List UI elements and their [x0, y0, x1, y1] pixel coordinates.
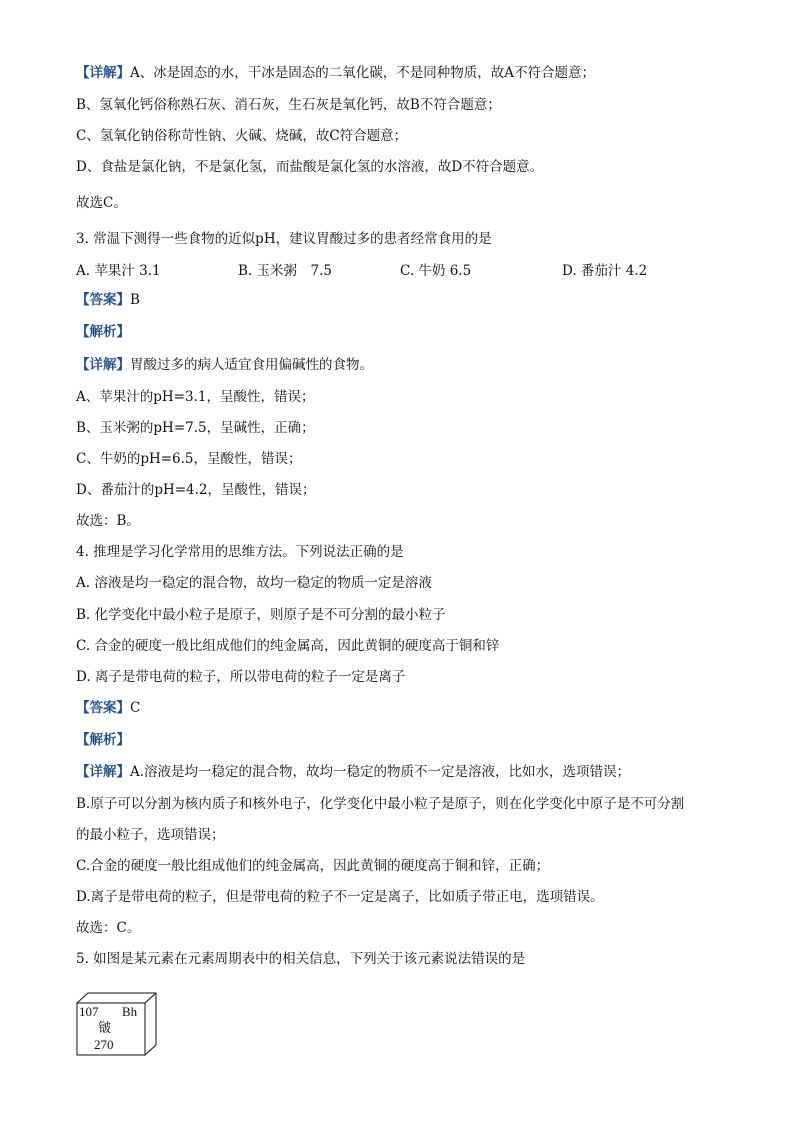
question-3-stem: 3. 常温下测得一些食物的近似pH，建议胃酸过多的患者经常食用的是	[76, 231, 492, 247]
text-line: B、玉米粥的pH=7.5，呈碱性，正确；	[76, 420, 315, 436]
text-line: B.原子可以分割为核内质子和核外电子，化学变化中最小粒子是原子，则在化学变化中原子是不可分割	[76, 796, 685, 812]
text-line: A、苹果汁的pH=3.1，呈酸性，错误；	[76, 389, 315, 405]
text-line: C.合金的硬度一般比组成他们的纯金属高，因此黄铜的硬度高于铜和锌，正确；	[76, 858, 550, 874]
element-box-outline	[76, 992, 158, 1056]
q4-option-c: C. 合金的硬度一般比组成他们的纯金属高，因此黄铜的硬度高于铜和锌	[76, 638, 500, 654]
q4-option-b: B. 化学变化中最小粒子是原子，则原子是不可分割的最小粒子	[76, 607, 446, 623]
element-name: 𬭛	[98, 1021, 112, 1036]
question-4-stem: 4. 推理是学习化学常用的思维方法。下列说法正确的是	[76, 544, 404, 560]
line-text: A、冰是固态的水，干冰是固态的二氧化碳，不是同种物质，故A不符合题意；	[130, 65, 595, 81]
question-5-stem: 5. 如图是某元素在元素周期表中的相关信息，下列关于该元素说法错误的是	[76, 951, 526, 967]
q3-option-c: C. 牛奶 6.5	[400, 263, 472, 279]
text-line	[76, 64, 595, 82]
analysis-heading: 【解析】	[76, 324, 130, 340]
atomic-number: 107	[79, 1004, 99, 1019]
section-tag: 【详解】	[76, 65, 130, 81]
text-line: D、食盐是氯化钠，不是氯化氢，而盐酸是氯化氢的水溶液，故D不符合题意。	[76, 159, 544, 175]
q4-option-a: A. 溶液是均一稳定的混合物，故均一稳定的物质一定是溶液	[76, 575, 432, 591]
text-line: 的最小粒子，选项错误；	[76, 827, 225, 843]
text-line: 【详解】A.溶液是均一稳定的混合物，故均一稳定的物质不一定是溶液，比如水，选项错误；	[76, 764, 631, 780]
text-line: 【详解】胃酸过多的病人适宜食用偏碱性的食物。	[76, 357, 373, 373]
element-symbol: Bh	[122, 1004, 138, 1019]
q3-option-d: D. 番茄汁 4.2	[562, 263, 648, 279]
text-line: C、氢氧化钠俗称苛性钠、火碱、烧碱，故C符合题意；	[76, 128, 408, 144]
analysis-heading: 【解析】	[76, 732, 130, 748]
text-line: B、氢氧化钙俗称熟石灰、消石灰，生石灰是氧化钙，故B不符合题意；	[76, 97, 501, 113]
answer-line: 【答案】C	[76, 700, 141, 716]
q4-option-d: D. 离子是带电荷的粒子，所以带电荷的粒子一定是离子	[76, 669, 406, 685]
answer-line: 【答案】B	[76, 292, 140, 308]
text-line: 故选C。	[76, 195, 127, 211]
text-line: 故选：C。	[76, 920, 141, 936]
periodic-element-cell	[76, 992, 158, 1056]
atomic-mass: 270	[94, 1037, 114, 1052]
text-line: D、番茄汁的pH=4.2，呈酸性，错误；	[76, 482, 316, 498]
q3-option-a: A. 苹果汁 3.1	[76, 263, 161, 279]
text-line: D.离子是带电荷的粒子，但是带电荷的粒子不一定是离子，比如质子带正电，选项错误。	[76, 889, 604, 905]
text-line: C、牛奶的pH=6.5，呈酸性，错误；	[76, 451, 302, 467]
q3-option-b: B. 玉米粥 7.5	[238, 263, 332, 279]
text-line: 故选：B。	[76, 513, 140, 529]
